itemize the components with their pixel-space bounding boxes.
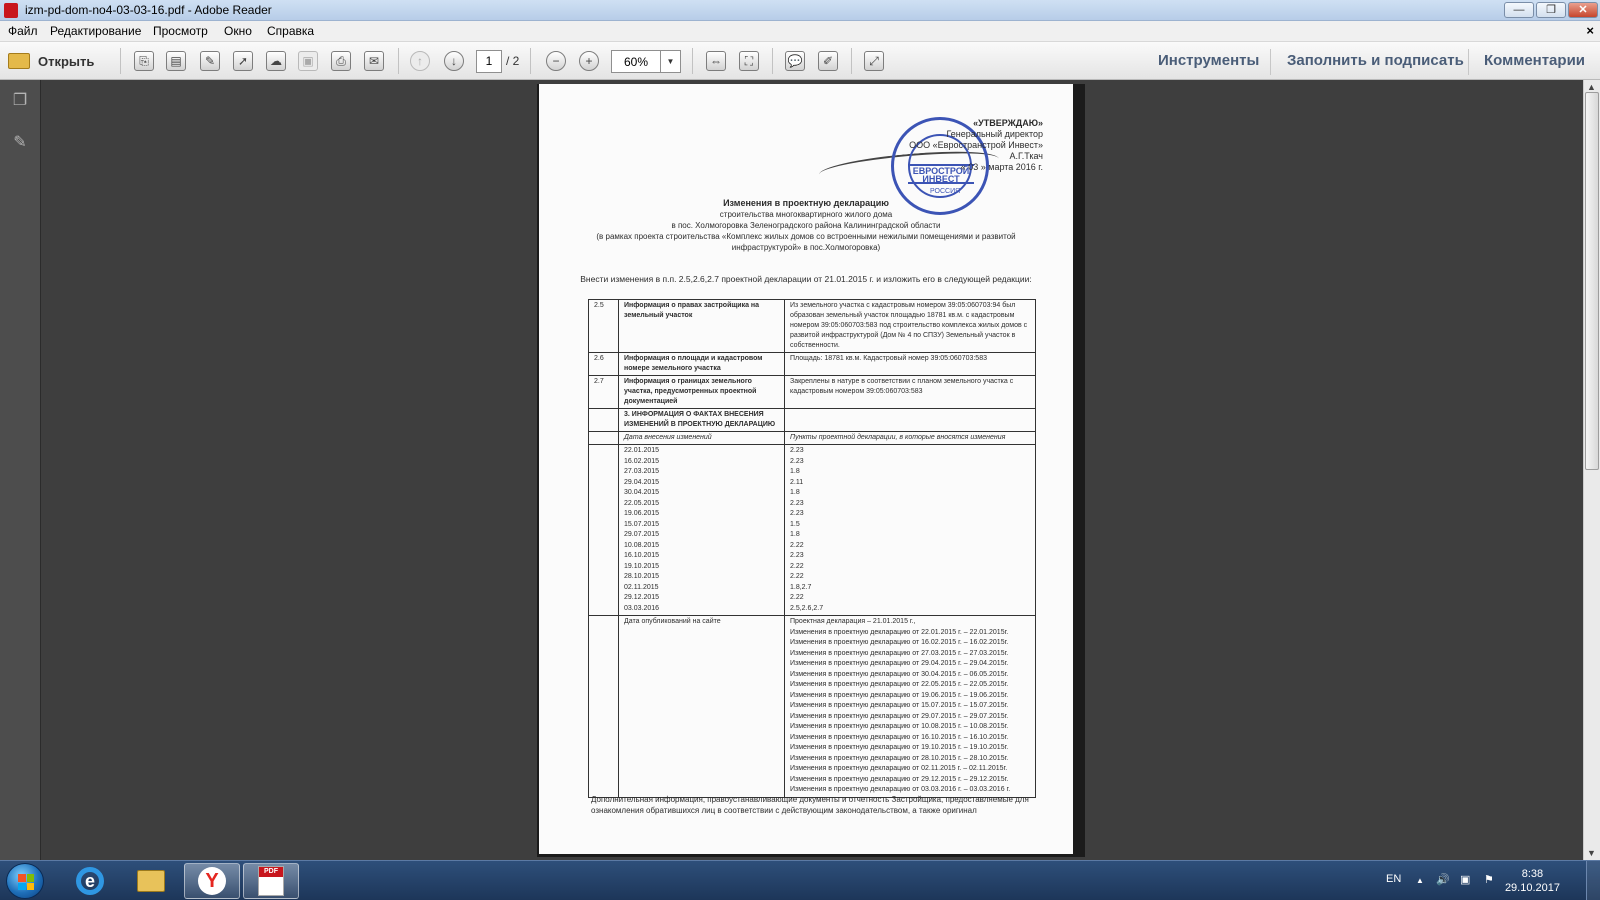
zoom-out-icon[interactable]: − [546, 51, 566, 71]
page-total: / 2 [506, 54, 520, 68]
windows-logo-icon [18, 874, 34, 890]
action-center-flag-icon[interactable]: ⚑ [1484, 874, 1494, 886]
table-row [589, 445, 1036, 616]
open-label: Открыть [38, 53, 95, 69]
toolbar-separator [530, 48, 531, 74]
table-row [589, 432, 1036, 445]
menu-file[interactable]: Файл [8, 24, 38, 38]
scroll-down-icon[interactable]: ▼ [1587, 848, 1596, 858]
title-bar [0, 0, 1600, 21]
document-subtitle-2: в пос. Холмогоровка Зеленоградского района Калининградской области [671, 221, 941, 230]
fit-width-icon[interactable]: ⇔ [706, 51, 726, 71]
internet-explorer-icon: e [76, 867, 104, 895]
vertical-scrollbar[interactable] [1583, 80, 1600, 860]
full-screen-icon[interactable]: ⤢ [864, 51, 884, 71]
next-page-icon[interactable]: ↓ [444, 51, 464, 71]
document-subtitle-1: строительства многоквартирного жилого дома [719, 210, 893, 219]
approve-company: ООО «Евространстрой Инвест» [909, 140, 1043, 150]
toolbar-separator [772, 48, 773, 74]
show-hidden-icons-icon[interactable]: ▲ [1416, 876, 1424, 885]
toolbar [0, 42, 1600, 80]
volume-icon[interactable]: 🔊 [1436, 874, 1450, 886]
row-value [785, 409, 1036, 432]
pdf-page [539, 84, 1073, 854]
taskbar-explorer[interactable] [123, 863, 179, 899]
table-row [589, 300, 1036, 353]
pdf-icon [258, 866, 284, 896]
save-icon[interactable]: ▣ [298, 51, 318, 71]
approve-date: « 03 » марта 2016 г. [960, 162, 1043, 172]
create-pdf-icon[interactable]: ⎘ [134, 51, 154, 71]
stamp-band: ЕВРОСТРОЙ ИНВЕСТ [908, 164, 974, 184]
approve-name: А.Г.Ткач [1009, 151, 1043, 161]
yandex-browser-icon: Y [198, 867, 226, 895]
pdf-label: PDF [259, 867, 283, 877]
taskbar-adobe-reader[interactable] [243, 863, 299, 899]
approval-block [909, 118, 1043, 173]
row-number: 2.5 [589, 300, 619, 353]
start-button[interactable] [6, 863, 44, 899]
taskbar-yandex-browser[interactable] [184, 863, 240, 899]
menu-view[interactable]: Просмотр [153, 24, 208, 38]
document-title: Изменения в проектную декларацию [723, 198, 889, 208]
maximize-button[interactable]: ❐ [1536, 2, 1566, 18]
publication-list: Проектная декларация – 21.01.2015 г., Изменения в проектную декларацию от 22.01.2015 г. – 22.01.2015г. Изменения в проектную декларацию от 16.02.2015 г. – 16.02.2015г. Изменения в проектную декларацию от 27.03.2015 г. – 27.03.2015г. Изменения в проектную декларацию от 29.04.2015 г. – 29.04.2015г. Изменения в проектную декларацию от 30.04.2015 г. – 06.05.2015г. Изменения в проектную декларацию от 22.05.2015 г. – 22.05.2015г. Изменения в проектную декларацию от 19.06.2015 г. – 19.06.2015г. Изменения в проектную декларацию от 15.07.2015 г. – 15.07.2015г. Изменения в проектную декларацию от 29.07.2015 г. – 29.07.2015г. Изменения в проектную декларацию от 10.08.2015 г. – 10.08.2015г. Изменения в проектную декларацию от 16.10.2015 г. – 16.10.2015г. Изменения в проектную декларацию от 19.10.2015 г. – 19.10.2015г. Изменения в проектную декларацию от 28.10.2015 г. – 28.10.2015г. Изменения в проектную декларацию от 02.11.2015 г. – 02.11.2015г. Изменения в проектную декларацию от 29.12.2015 г. – 29.12.2015г. Изменения в проектную декларацию от 03.03.2016 г. – 03.03.2016 г. [785, 616, 1036, 798]
row-number [589, 616, 619, 798]
scroll-thumb[interactable] [1585, 92, 1599, 470]
row-label: Информация о границах земельного участка, предусмотренных проектной документацией [619, 376, 785, 409]
table-row [589, 409, 1036, 432]
clock[interactable] [1505, 867, 1560, 895]
chevron-down-icon[interactable]: ▼ [660, 51, 680, 72]
minimize-button[interactable]: — [1504, 2, 1534, 18]
row-number [589, 409, 619, 432]
section-heading: 3. ИНФОРМАЦИЯ О ФАКТАХ ВНЕСЕНИЯ ИЗМЕНЕНИЙ В ПРОЕКТНУЮ ДЕКЛАРАЦИЮ [619, 409, 785, 432]
row-number [589, 432, 619, 445]
folder-icon [8, 53, 30, 69]
toolbar-separator [120, 48, 121, 74]
menu-window[interactable]: Окно [224, 24, 252, 38]
attachments-icon[interactable]: ✎ [13, 134, 27, 151]
navigation-panel [0, 80, 41, 860]
toolbar-separator [1270, 49, 1271, 75]
menu-bar [0, 21, 1600, 42]
clock-time: 8:38 [1521, 868, 1544, 880]
taskbar-internet-explorer[interactable] [62, 863, 118, 899]
row-label: Информация о площади и кадастровом номере земельного участка [619, 353, 785, 376]
folder-icon [137, 870, 165, 892]
language-indicator[interactable]: EN [1386, 873, 1402, 885]
open-button[interactable] [8, 48, 94, 74]
row-number: 2.6 [589, 353, 619, 376]
comment-icon[interactable]: 💬 [785, 51, 805, 71]
toolbar-separator [1468, 49, 1469, 75]
page-thumbnails-icon[interactable]: ❐ [12, 92, 28, 109]
document-subtitle-3: (в рамках проекта строительства «Комплекс жилых домов со встроенными нежилыми помещениями и развитой [596, 232, 1016, 241]
publication-label: Дата опубликований на сайте [619, 616, 785, 798]
approve-heading: «УТВЕРЖДАЮ» [973, 118, 1043, 128]
network-icon[interactable]: ▣ [1460, 874, 1471, 886]
toolbar-separator [692, 48, 693, 74]
toolbar-separator [398, 48, 399, 74]
row-number [589, 445, 619, 616]
change-dates-list: 22.01.2015 16.02.2015 27.03.2015 29.04.2015 30.04.2015 22.05.2015 19.06.2015 15.07.2015 29.07.2015 10.08.2015 16.10.2015 19.10.2015 28.10.2015 02.11.2015 29.12.2015 03.03.2016 [619, 445, 785, 616]
column-header-points: Пункты проектной декларации, в которые вносятся изменения [785, 432, 1036, 445]
zoom-select[interactable] [611, 50, 681, 73]
stamp-country: РОССИЯ [930, 188, 961, 195]
menu-help[interactable]: Справка [267, 24, 315, 38]
previous-page-icon[interactable]: ↑ [410, 51, 430, 71]
document-subtitle-4: инфраструктурой» в пос.Холмогоровка) [731, 243, 881, 252]
menu-edit[interactable]: Редактирование [50, 24, 142, 38]
scroll-up-icon[interactable]: ▲ [1587, 82, 1596, 92]
window-title: izm-pd-dom-no4-03-03-16.pdf - Adobe Reader [25, 3, 272, 17]
row-label: Информация о правах застройщика на земельный участок [619, 300, 785, 353]
declaration-table [588, 299, 1036, 798]
adobe-reader-icon [4, 3, 18, 18]
document-intro: Внести изменения в п.п. 2.5,2.6,2.7 проектной декларации от 21.01.2015 г. и изложить его в следующей редакции: [580, 274, 1032, 284]
email-icon[interactable]: ✉ [364, 51, 384, 71]
close-document-button[interactable]: × [1586, 23, 1594, 38]
export-pdf-icon[interactable]: ➚ [233, 51, 253, 71]
clock-date: 29.10.2017 [1504, 882, 1560, 894]
row-value: Из земельного участка с кадастровым номером 39:05:060703:94 был образован земельный участок площадью 18781 кв.м. с кадастровым номером 39:05:060703:583 под строительство комплекса жилых домов с развитой инфраструктурой (Дом № 4 по СПЗУ) Земельный участок в собственности. [785, 300, 1036, 353]
show-desktop-button[interactable] [1586, 861, 1600, 900]
page-number-input[interactable]: 1 [476, 50, 502, 73]
comments-link[interactable]: Комментарии [1484, 52, 1586, 69]
row-value: Закреплены в натуре в соответствии с планом земельного участка с кадастровым номером 39:05:060703:583 [785, 376, 1036, 409]
fit-page-icon[interactable]: ⛶ [739, 51, 759, 71]
edit-pdf-icon[interactable]: ✎ [200, 51, 220, 71]
toolbar-separator [851, 48, 852, 74]
table-row [589, 353, 1036, 376]
row-number: 2.7 [589, 376, 619, 409]
tools-link[interactable]: Инструменты [1158, 52, 1260, 69]
zoom-value: 60% [624, 55, 649, 69]
change-points-list: 2.23 2.23 1.8 2.11 1.8 2.23 2.23 1.5 1.8 2.22 2.23 2.22 2.22 1.8,2.7 2.22 2.5,2.6,2.7 [785, 445, 1036, 616]
footer-paragraph: Дополнительная информация, правоустанавливающие документы и отчетность Застройщика, предоставляемые для ознакомления обратившихся лиц в соответствии с действующим законодательством, а также оригинал [591, 795, 1029, 815]
fill-sign-link[interactable]: Заполнить и подписать [1287, 52, 1464, 69]
approve-position: Генеральный директор [946, 129, 1043, 139]
taskbar [0, 860, 1600, 900]
combine-files-icon[interactable]: ▤ [166, 51, 186, 71]
table-row [589, 376, 1036, 409]
print-icon[interactable]: ⎙ [331, 51, 351, 71]
row-value: Площадь: 18781 кв.м. Кадастровый номер 39:05:060703:583 [785, 353, 1036, 376]
upload-cloud-icon[interactable]: ☁ [266, 51, 286, 71]
close-button[interactable]: ✕ [1568, 2, 1598, 18]
table-row [589, 616, 1036, 798]
column-header-date: Дата внесения изменений [619, 432, 785, 445]
highlight-icon[interactable]: ✐ [818, 51, 838, 71]
zoom-in-icon[interactable]: + [579, 51, 599, 71]
